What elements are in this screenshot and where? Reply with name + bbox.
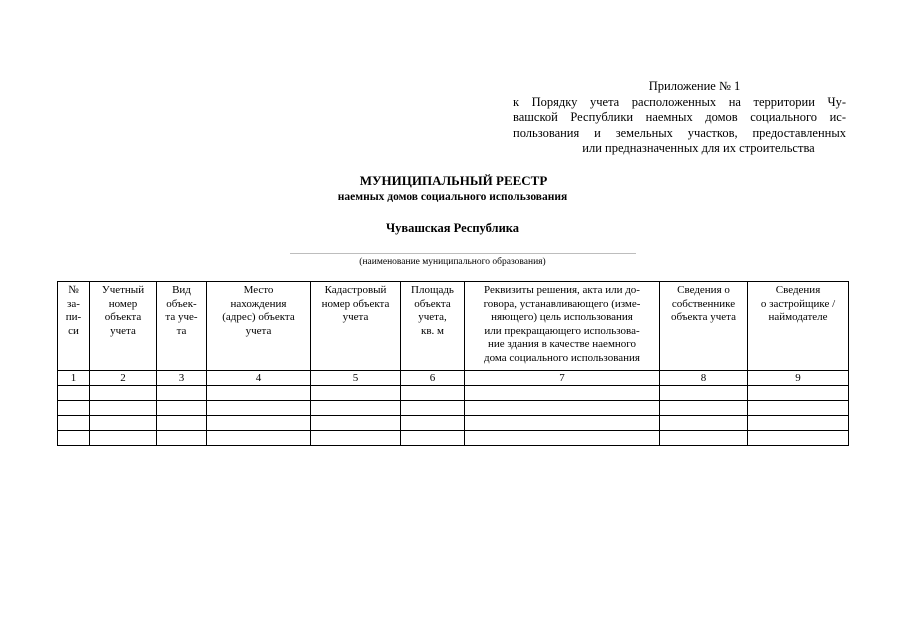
appendix-text-line-1: к Порядку учета расположенных на территории Чу- (513, 94, 846, 109)
table-cell (207, 386, 311, 401)
table-cell (157, 386, 207, 401)
table-cell (401, 431, 465, 446)
table-cell (748, 386, 849, 401)
table-row (58, 386, 849, 401)
document-subtitle: наемных домов социального использования (337, 191, 568, 203)
column-number-cell: 2 (90, 371, 157, 386)
header-cell-object-type: Вид объек- та уче- та (157, 282, 207, 371)
table-cell (748, 401, 849, 416)
municipality-caption: (наименование муниципального образования) (359, 257, 546, 267)
column-number-cell: 3 (157, 371, 207, 386)
appendix-title: Приложение № 1 (648, 79, 741, 93)
table-cell (157, 416, 207, 431)
table-cell (58, 386, 90, 401)
table-cell (90, 416, 157, 431)
registry-table (57, 281, 849, 446)
table-cell (311, 416, 401, 431)
table-cell (90, 431, 157, 446)
table-row (58, 416, 849, 431)
appendix-text-line-4: или предназначенных для их строительства (582, 141, 815, 155)
header-cell-location: Место нахождения (адрес) объекта учета (207, 282, 311, 371)
appendix-text-line-3: пользования и земельных участков, предоставленных (513, 125, 846, 140)
column-number-row (58, 371, 849, 386)
column-number-cell: 6 (401, 371, 465, 386)
municipality-name-line (290, 253, 636, 254)
table-cell (465, 386, 660, 401)
table-cell (207, 431, 311, 446)
table-cell (58, 431, 90, 446)
appendix-block (513, 79, 846, 157)
column-number-cell: 4 (207, 371, 311, 386)
table-cell (311, 401, 401, 416)
table-cell (207, 416, 311, 431)
table-cell (311, 431, 401, 446)
header-cell-owner-info: Сведения о собственнике объекта учета (660, 282, 748, 371)
table-cell (660, 386, 748, 401)
table-cell (660, 401, 748, 416)
header-cell-developer-info: Сведения о застройщике / наймодателе (748, 282, 849, 371)
column-number-cell: 5 (311, 371, 401, 386)
column-number-cell: 1 (58, 371, 90, 386)
table-cell (90, 386, 157, 401)
document-title: МУНИЦИПАЛЬНЫЙ РЕЕСТР (359, 173, 548, 188)
table-row (58, 431, 849, 446)
table-cell (157, 401, 207, 416)
table-cell (660, 416, 748, 431)
header-cell-record-number: № за- пи- си (58, 282, 90, 371)
column-number-cell: 7 (465, 371, 660, 386)
table-cell (401, 401, 465, 416)
table-cell (660, 431, 748, 446)
table-cell (157, 431, 207, 446)
table-cell (465, 416, 660, 431)
table-cell (58, 416, 90, 431)
appendix-text-line-2: вашской Республики наемных домов социального ис- (513, 110, 846, 124)
table-cell (311, 386, 401, 401)
republic-name: Чувашская Республика (385, 221, 520, 235)
table-cell (58, 401, 90, 416)
header-cell-area: Площадь объекта учета, кв. м (401, 282, 465, 371)
table-cell (401, 386, 465, 401)
table-cell (207, 401, 311, 416)
header-cell-decision-details: Реквизиты решения, акта или до- говора, устанавливающего (изме- няющего) цель использования или прекращающего использова- ние здания в качестве наемного дома социального использования (465, 282, 660, 371)
table-cell (748, 431, 849, 446)
header-cell-cadastral-number: Кадастровый номер объекта учета (311, 282, 401, 371)
table-header-row (58, 282, 849, 371)
table-cell (465, 401, 660, 416)
table-cell (465, 431, 660, 446)
header-cell-account-number: Учетный номер объекта учета (90, 282, 157, 371)
column-number-cell: 8 (660, 371, 748, 386)
table-cell (748, 416, 849, 431)
table-cell (90, 401, 157, 416)
column-number-cell: 9 (748, 371, 849, 386)
table-cell (401, 416, 465, 431)
table-row (58, 401, 849, 416)
